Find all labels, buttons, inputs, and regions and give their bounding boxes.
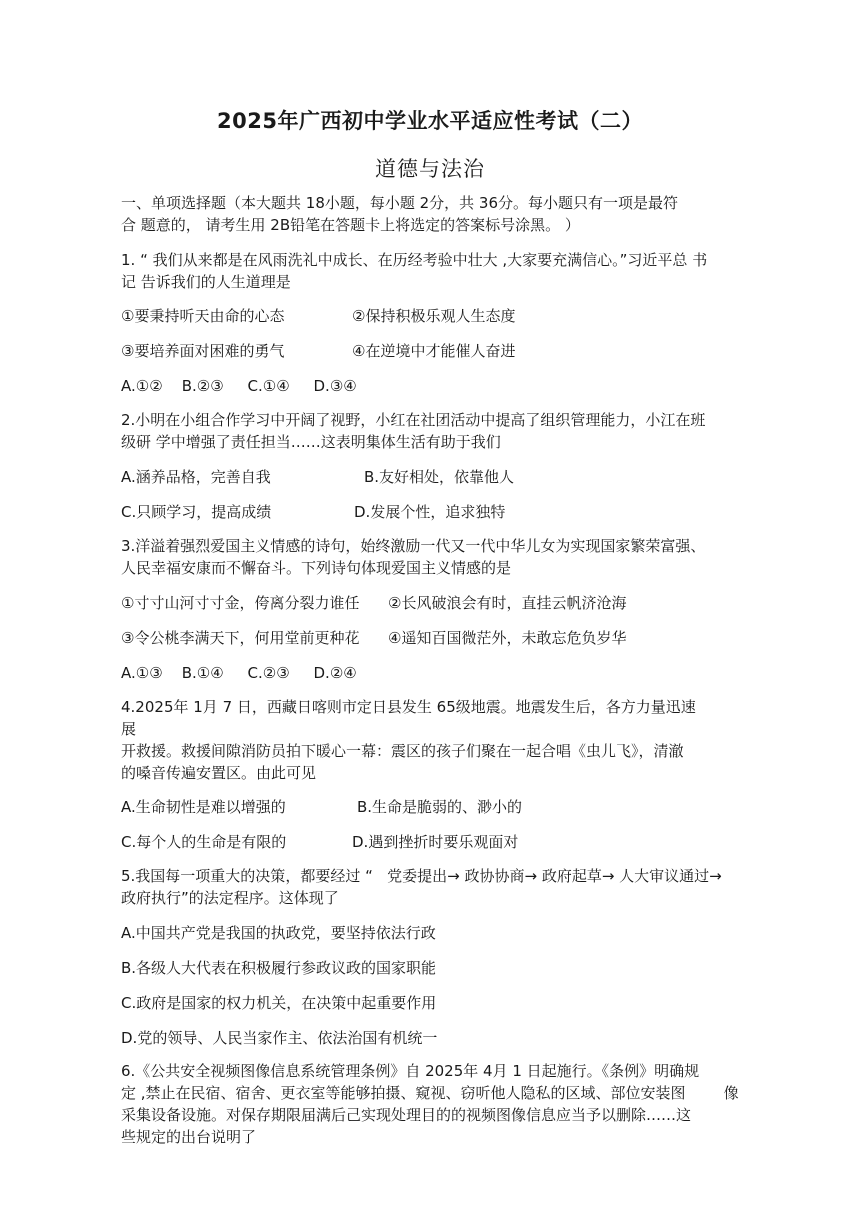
q6-stem-line3: 采集设备设施。对保存期限届满后己实现处理目的的视频图像信息应当予以删除……这 [121, 1106, 692, 1124]
q4-option-c: C.每个人的生命是有限的 [121, 833, 287, 851]
q4-stem-line1-wrap: 展 [121, 720, 137, 738]
q1-option-3: ③要培养面对困难的勇气 [121, 342, 285, 360]
q1-option-1: ①要秉持听天由命的心态 [121, 307, 285, 325]
q4-option-b: B.生命是脆弱的、渺小的 [357, 798, 523, 816]
q5-stem-line2: 政府执行”的法定程序。这体现了 [121, 889, 339, 907]
q1-stem-line2: 记 告诉我们的人生道理是 [121, 273, 291, 291]
q2-option-c: C.只顾学习，提高成绩 [121, 503, 272, 521]
q3-option-1: ①寸寸山河寸寸金，侉离分裂力谁任 [121, 594, 360, 612]
q2-option-a: A.涵养品格，完善自我 [121, 468, 271, 486]
q4-stem-line2: 开救援。救援间隙消防员拍下暖心一幕：震区的孩子们聚在一起合唱《虫儿飞》，清澈 [121, 742, 684, 760]
q5-option-b: B.各级人大代表在积极履行参政议政的国家职能 [121, 959, 437, 977]
q3-option-2: ②长风破浪会有时，直挂云帆济沧海 [388, 594, 627, 612]
q5-stem-line1: 5.我国每一项重大的决策，都要经过 “ 党委提出→ 政协协商→ 政府起草→ 人大审议通过→ [121, 867, 722, 885]
q1-option-2: ②保持积极乐观人生态度 [352, 307, 516, 325]
q2-option-d: D.发展个性，追求独特 [354, 503, 506, 521]
exam-title: 2025年广西初中学业水平适应性考试（二） [217, 109, 643, 133]
q3-option-4: ④遥知百国微茫外，未敢忘危负岁华 [388, 629, 627, 647]
q5-option-a: A.中国共产党是我国的执政党，要坚持依法行政 [121, 924, 436, 942]
q2-stem-line1: 2.小明在小组合作学习中开阔了视野，小红在社团活动中提高了组织管理能力，小江在班 [121, 411, 706, 429]
q6-stem-line2: 定 ,禁止在民宿、宿舍、更衣室等能够拍摄、窥视、窃听他人隐私的区域、部位安装图 像 [121, 1084, 739, 1102]
q3-answer-choices: A.①③ B.①④ C.②③ D.②④ [121, 664, 357, 682]
q5-option-d: D.党的领导、人民当家作主、依法治国有机统一 [121, 1029, 438, 1047]
q1-stem-line1: 1. “ 我们从来都是在风雨洗礼中成长、在历经考验中壮大 ,大家要充满信心。”习近平总 书 [121, 251, 708, 269]
q2-stem-line2: 级研 学中增强了责任担当……这表明集体生活有助于我们 [121, 433, 501, 451]
q1-option-4: ④在逆境中才能催人奋进 [352, 342, 516, 360]
q6-stem-line1: 6.《公共安全视频图像信息系统管理条例》自 2025年 4月 1 日起施行。《条例》明确规 [121, 1062, 700, 1080]
q4-option-d: D.遇到挫折时要乐观面对 [352, 833, 519, 851]
q3-stem-line2: 人民幸福安康而不懈奋斗。下列诗句体现爱国主义情感的是 [121, 559, 512, 577]
q3-stem-line1: 3.洋溢着强烈爱国主义情感的诗句，始终激励一代又一代中华儿女为实现国家繁荣富强、 [121, 537, 706, 555]
section-instructions-line2: 合 题意的， 请考生用 2B铅笔在答题卡上将选定的答案标号涂黑。 ） [121, 216, 580, 234]
q4-stem-line3: 的嗓音传遍安置区。由此可见 [121, 764, 317, 782]
q1-answer-choices: A.①② B.②③ C.①④ D.③④ [121, 377, 357, 395]
q3-option-3: ③令公桃李满天下，何用堂前更种花 [121, 629, 360, 647]
q4-stem-line1: 4.2025年 1月 7 日，西藏日喀则市定日县发生 65级地震。地震发生后，各方力量迅速 [121, 698, 696, 716]
q4-option-a: A.生命韧性是难以增强的 [121, 798, 286, 816]
q6-stem-line4: 些规定的出台说明了 [121, 1128, 257, 1146]
q2-option-b: B.友好相处，依靠他人 [364, 468, 515, 486]
section-instructions-line1: 一、单项选择题（本大题共 18小题，每小题 2分，共 36分。每小题只有一项是最符 [121, 194, 679, 212]
q5-option-c: C.政府是国家的权力机关，在决策中起重要作用 [121, 994, 437, 1012]
exam-subject: 道德与法治 [375, 157, 485, 181]
